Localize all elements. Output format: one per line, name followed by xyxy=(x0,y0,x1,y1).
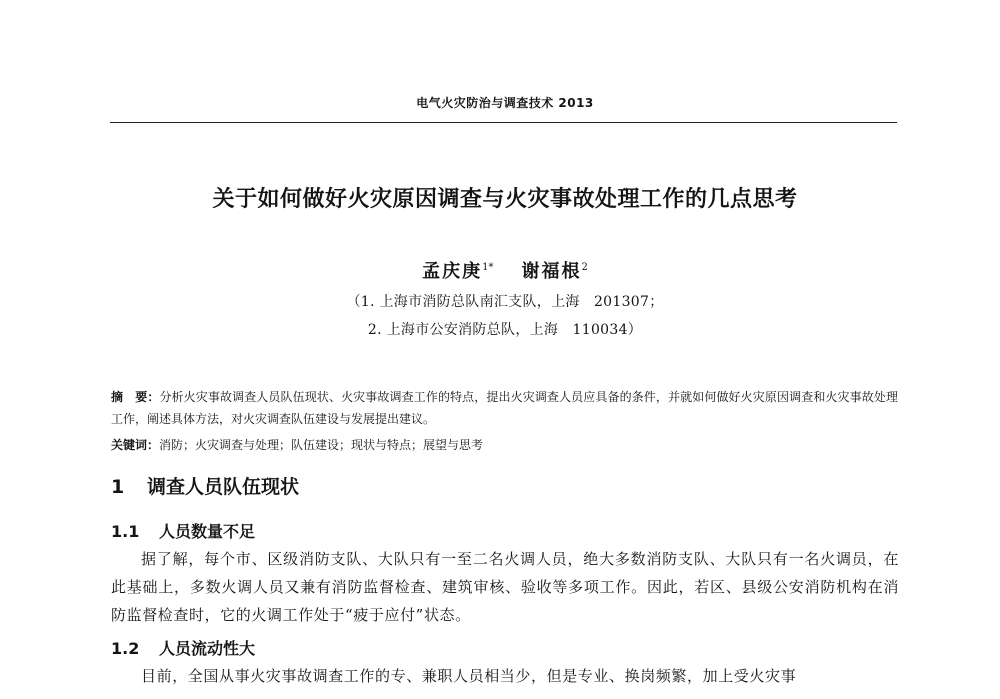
abstract-label: 摘 要： xyxy=(111,390,160,404)
body-paragraph: 目前，全国从事火灾事故调查工作的专、兼职人员相当少，但是专业、换岗频繁，加上受火灾事 xyxy=(141,667,797,685)
subsection-heading xyxy=(111,519,255,542)
running-head: 电气火灾防治与调查技术 2013 xyxy=(416,96,594,110)
subsection-title: 人员数量不足 xyxy=(159,522,256,541)
abstract xyxy=(111,386,898,430)
author-name: 孟庆庚 xyxy=(422,261,483,282)
section-title: 调查人员队伍现状 xyxy=(147,476,300,498)
section-heading xyxy=(111,472,299,499)
subsection-heading xyxy=(111,636,255,659)
subsection-number: 1.2 xyxy=(111,639,140,658)
abstract-text: 分析火灾事故调查人员队伍现状、火灾事故调查工作的特点，提出火灾调查人员应具备的条件，并就如何做好火灾原因调查和火灾事故处理工作，阐述具体方法，对火灾调查队伍建设与发展提出建议。 xyxy=(111,390,898,426)
author-line xyxy=(110,257,900,283)
subsection-number: 1.1 xyxy=(111,522,140,541)
author-mark: 1* xyxy=(482,262,494,273)
author-mark: 2 xyxy=(581,262,588,273)
affiliation-1: （1. 上海市消防总队南汇支队，上海 201307； xyxy=(346,294,664,310)
body-paragraph: 据了解，每个市、区级消防支队、大队只有一至二名火调人员，绝大多数消防支队、大队只有一名火调员，在此基础上，多数火调人员又兼有消防监督检查、建筑审核、验收等多项工作。因此，若区、县级公安消防机构在消防监督检查时，它的火调工作处于“疲于应付”状态。 xyxy=(111,550,899,624)
subsection-title: 人员流动性大 xyxy=(159,639,256,658)
keywords-text: 消防；火灾调查与处理；队伍建设；现状与特点；展望与思考 xyxy=(159,438,484,452)
article-title: 关于如何做好火灾原因调查与火灾事故处理工作的几点思考 xyxy=(212,187,798,212)
header-rule xyxy=(110,122,897,123)
affiliation-2: 2. 上海市公安消防总队，上海 110034） xyxy=(367,322,643,338)
author-name: 谢福根 xyxy=(521,261,582,282)
keywords xyxy=(111,435,898,455)
keywords-label: 关键词： xyxy=(111,438,160,452)
section-number: 1 xyxy=(111,476,125,498)
